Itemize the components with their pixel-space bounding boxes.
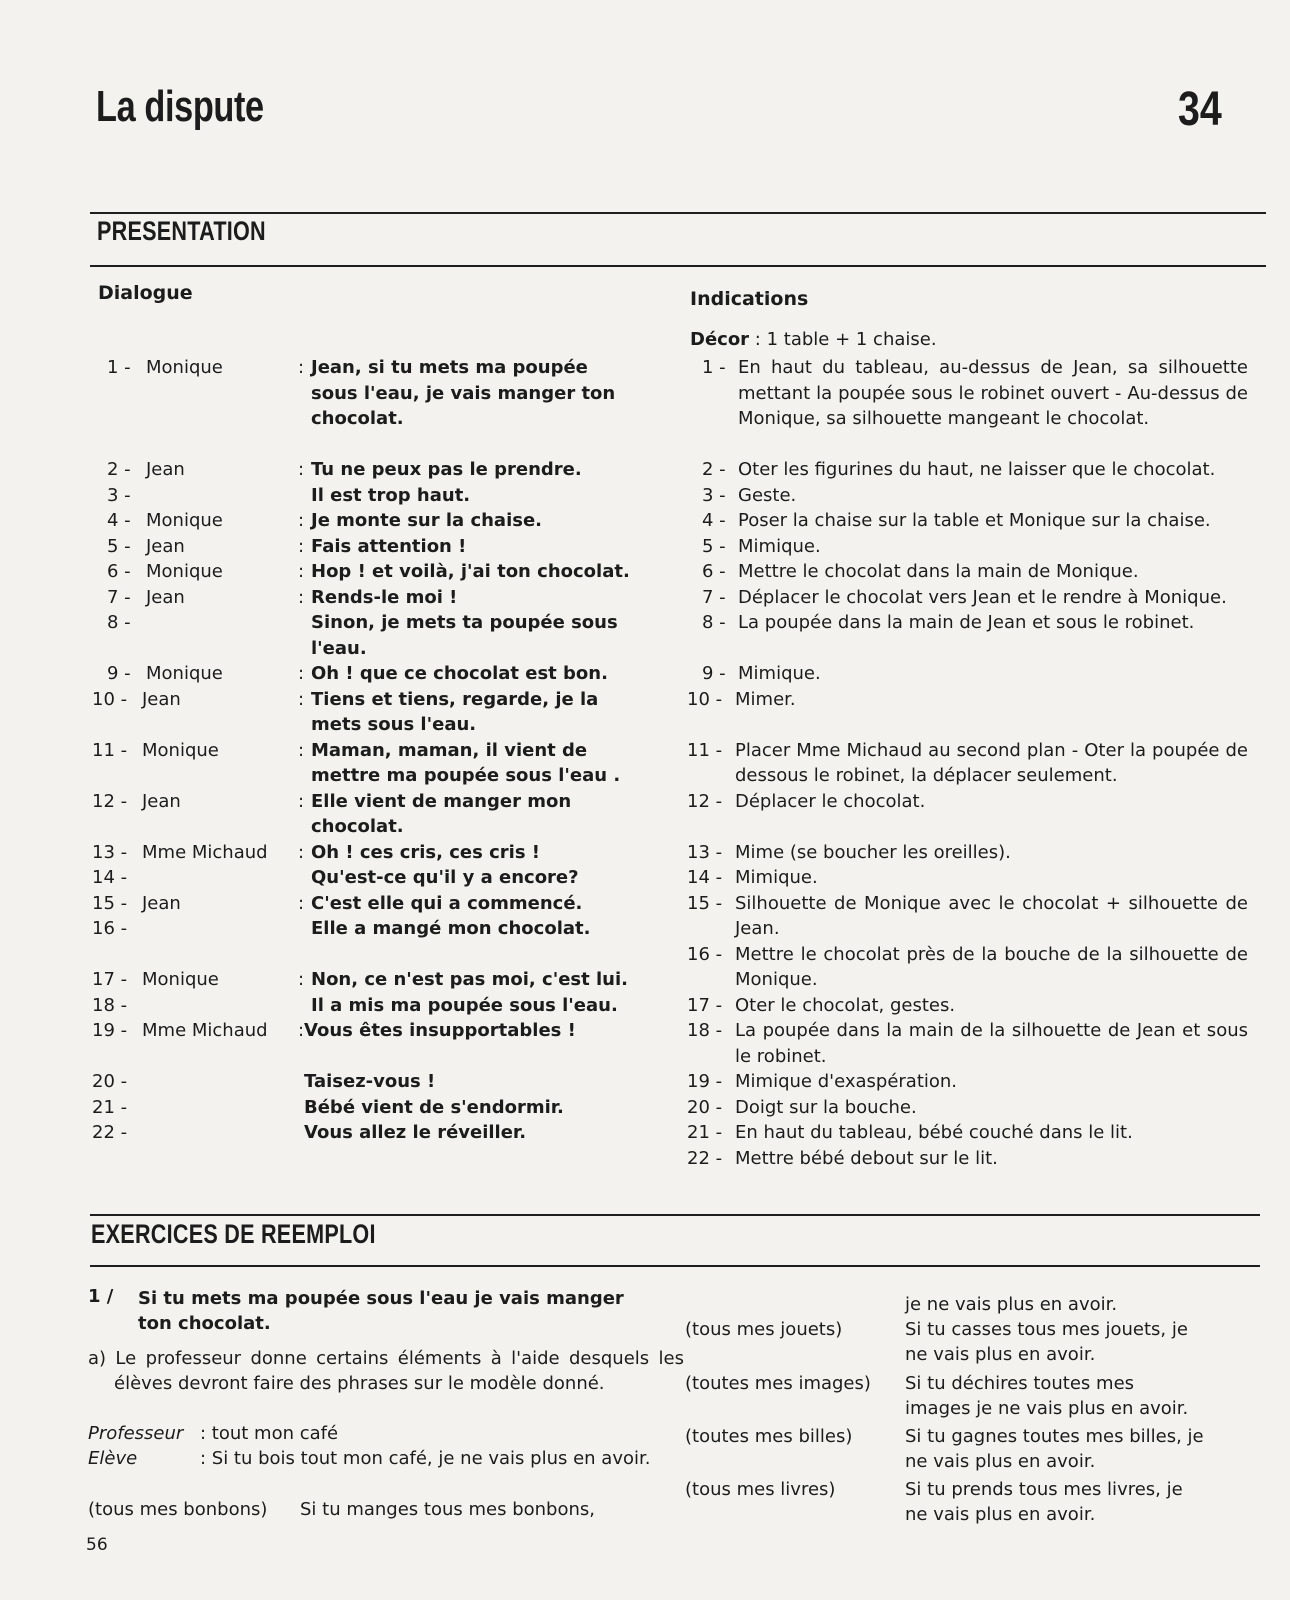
dialogue-colon: : [298,586,305,608]
dialogue-number: 16 - [92,918,128,939]
indication-text: Déplacer le chocolat vers Jean et le rendre à Monique. [738,586,1227,608]
chapter-number: 34 [1178,83,1222,136]
dialogue-colon: : [298,459,305,480]
indication-number: 22 - [687,1147,723,1169]
dialogue-speaker: Monique [146,561,223,582]
dialogue-line: Vous allez le réveiller. [304,1122,527,1143]
indication-text: Mimique. [738,535,821,557]
dialogue-line: Qu'est-ce qu'il y a encore? [311,867,579,888]
dialogue-number: 15 - [92,892,128,914]
dialogue-colon: : [298,688,305,710]
divider [90,1265,1260,1267]
dialogue-number: 6 - [107,561,131,582]
dialogue-colon: : [298,841,305,863]
dialogue-number: 17 - [92,969,128,990]
dialogue-line: Jean, si tu mets ma poupée [311,357,588,378]
indication-text: Mimer. [735,688,796,710]
exercise-cue: (tous mes livres) [685,1479,836,1500]
dialogue-line: Oh ! ces cris, ces cris ! [311,841,541,863]
indication-text: La poupée dans la main de la silhouette de Jean et sous le robinet. [735,1020,1248,1067]
indication-text: Mimique. [738,663,821,684]
dialogue-line: Vous êtes insupportables ! [304,1020,576,1041]
indication-number: 13 - [687,841,723,863]
dialogue-number: 11 - [92,739,128,761]
professeur-text: : tout mon café [200,1423,339,1444]
exercise-number: 1 / [88,1286,114,1307]
dialogue-colon: : [298,790,305,812]
indication-number: 8 - [702,612,726,633]
indication-number: 3 - [702,484,726,506]
exercise-example: Si tu gagnes toutes mes billes, je ne vais plus en avoir. [905,1426,1204,1472]
exercise-example: Si tu prends tous mes livres, je ne vais plus en avoir. [905,1479,1183,1525]
indication-number: 15 - [687,892,723,914]
indication-number: 10 - [687,688,723,710]
dialogue-speaker: Jean [146,586,185,608]
dialogue-line: Taisez-vous ! [304,1071,436,1092]
dialogue-number: 4 - [107,510,131,531]
dialogue-number: 7 - [107,586,131,608]
dialogue-number: 20 - [92,1071,128,1092]
dialogue-number: 1 - [107,357,131,378]
dialogue-number: 12 - [92,790,128,812]
indication-number: 2 - [702,459,726,480]
exercise-cue: (tous mes jouets) [685,1319,843,1340]
dialogue-speaker: Monique [142,969,219,990]
indication-text: Mimique d'exaspération. [735,1071,958,1092]
indication-number: 12 - [687,790,723,812]
dialogue-line: Fais attention ! [311,535,467,557]
dialogue-number: 19 - [92,1020,128,1041]
dialogue-colon: : [298,535,305,557]
dialogue-line: l'eau. [311,637,367,659]
dialogue-number: 18 - [92,994,128,1016]
indication-number: 18 - [687,1020,723,1041]
dialogue-line: Rends-le moi ! [311,586,458,608]
dialogue-speaker: Jean [146,459,185,480]
dialogue-line: Sinon, je mets ta poupée sous [311,612,618,633]
dialogue-number: 2 - [107,459,131,480]
dialogue-speaker: Mme Michaud [142,841,268,863]
exercise-cue: (toutes mes images) [685,1373,871,1394]
dialogue-line: Il est trop haut. [311,484,471,506]
dialogue-speaker: Jean [142,688,181,710]
eleve-label: Elève [88,1448,138,1469]
indication-text: Déplacer le chocolat. [735,790,926,812]
indication-number: 17 - [687,994,723,1016]
dialogue-speaker: Mme Michaud [142,1020,268,1041]
indication-number: 20 - [687,1096,723,1118]
dialogue-number: 3 - [107,484,131,506]
page-number: 56 [86,1535,108,1555]
dialogue-line: Tiens et tiens, regarde, je la [311,688,599,710]
dialogue-line: chocolat. [311,408,404,429]
dialogue-colon: : [298,510,305,531]
dialogue-number: 14 - [92,867,128,888]
dialogue-colon: : [298,357,305,378]
indication-number: 7 - [702,586,726,608]
indication-number: 19 - [687,1071,723,1092]
indication-text: En haut du tableau, bébé couché dans le lit. [735,1122,1133,1143]
page-title: La dispute [96,82,264,131]
dialogue-line: Maman, maman, il vient de [311,739,588,761]
dialogue-line: chocolat. [311,816,404,837]
dialogue-colon: : [298,739,305,761]
dialogue-speaker: Jean [142,892,181,914]
dialogue-line: mettre ma poupée sous l'eau . [311,765,621,786]
dialogue-line: Elle vient de manger mon [311,790,572,812]
indication-number: 1 - [702,357,726,378]
dialogue-line: Je monte sur la chaise. [311,510,543,531]
indication-text: Poser la chaise sur la table et Monique sur la chaise. [738,510,1211,531]
exercise-instruction: a) Le professeur donne certains éléments à l'aide desquels les élèves devront faire des phrases sur le modèle donné. [88,1348,684,1394]
decor-line [690,329,937,350]
dialogue-speaker: Monique [146,510,223,531]
dialogue-number: 13 - [92,841,128,863]
divider [90,265,1266,267]
dialogue-line: Il a mis ma poupée sous l'eau. [311,994,618,1016]
professeur-label: Professeur [88,1423,184,1444]
dialogue-speaker: Jean [146,535,185,557]
dialogue-line: mets sous l'eau. [311,714,477,735]
indication-text: Mettre le chocolat près de la bouche de la silhouette de Monique. [735,943,1248,990]
dialogue-colon: : [298,969,305,990]
dialogue-number: 5 - [107,535,131,557]
decor-label: Décor [690,329,750,350]
indication-number: 16 - [687,943,723,965]
exercise-example: Si tu casses tous mes jouets, je ne vais plus en avoir. [905,1319,1188,1365]
dialogue-line: C'est elle qui a commencé. [311,892,583,914]
indication-text: Geste. [738,484,797,506]
indication-number: 5 - [702,535,726,557]
dialogue-speaker: Jean [142,790,181,812]
indication-text: Oter les figurines du haut, ne laisser que le chocolat. [738,459,1216,480]
dialogue-speaker: Monique [146,663,223,684]
dialogue-colon: : [298,663,305,684]
indication-text: Mime (se boucher les oreilles). [735,841,1011,863]
dialogue-line: Non, ce n'est pas moi, c'est lui. [311,969,628,990]
bonbons-cue: (tous mes bonbons) [88,1499,268,1520]
dialogue-number: 22 - [92,1122,128,1143]
indication-text: Placer Mme Michaud au second plan - Oter la poupée de dessous le robinet, la déplacer seulement. [735,739,1248,786]
dialogue-number: 8 - [107,612,131,633]
indications-heading: Indications [690,288,809,310]
indication-text: Mettre le chocolat dans la main de Monique. [738,561,1139,582]
dialogue-line: Bébé vient de s'endormir. [304,1096,564,1118]
indication-text: En haut du tableau, au-dessus de Jean, sa silhouette mettant la poupée sous le robinet ouvert - Au-dessus de Monique, sa silhouette mangeant le chocolat. [738,357,1248,429]
decor-text: : 1 table + 1 chaise. [754,329,937,350]
dialogue-number: 9 - [107,663,131,684]
dialogue-number: 21 - [92,1096,128,1118]
exercise-example: Si tu déchires toutes mes images je ne vais plus en avoir. [905,1373,1189,1419]
dialogue-line: Tu ne peux pas le prendre. [311,459,582,480]
section-heading-presentation: PRESENTATION [97,216,266,246]
indication-number: 14 - [687,867,723,888]
bonbons-text: Si tu manges tous mes bonbons, [300,1499,595,1520]
dialogue-colon: : [298,1020,305,1041]
indication-text: Mimique. [735,867,818,888]
indication-text: Silhouette de Monique avec le chocolat + silhouette de Jean. [735,892,1248,939]
exercise-cue: (toutes mes billes) [685,1426,853,1447]
dialogue-colon: : [298,892,305,914]
dialogue-line: sous l'eau, je vais manger ton [311,382,616,404]
indication-number: 9 - [702,663,726,684]
indication-number: 4 - [702,510,726,531]
dialogue-speaker: Monique [142,739,219,761]
dialogue-heading: Dialogue [98,282,193,304]
indication-number: 6 - [702,561,726,582]
indication-text: Mettre bébé debout sur le lit. [735,1147,998,1169]
divider [90,1214,1260,1216]
indication-text: La poupée dans la main de Jean et sous le robinet. [738,612,1195,633]
divider [90,212,1266,214]
indication-text: Oter le chocolat, gestes. [735,994,956,1016]
eleve-text: : Si tu bois tout mon café, je ne vais plus en avoir. [200,1448,651,1469]
dialogue-line: Elle a mangé mon chocolat. [311,918,591,939]
dialogue-number: 10 - [92,688,128,710]
indication-number: 21 - [687,1122,723,1143]
dialogue-line: Hop ! et voilà, j'ai ton chocolat. [311,561,630,582]
dialogue-colon: : [298,561,305,582]
indication-text: Doigt sur la bouche. [735,1096,917,1118]
dialogue-line: Oh ! que ce chocolat est bon. [311,663,608,684]
continuation-text: je ne vais plus en avoir. [905,1294,1118,1315]
exercise-title: Si tu mets ma poupée sous l'eau je vais manger ton chocolat. [138,1288,624,1334]
indication-number: 11 - [687,739,723,761]
section-heading-exercises: EXERCICES DE REEMPLOI [91,1219,376,1249]
dialogue-speaker: Monique [146,357,223,378]
